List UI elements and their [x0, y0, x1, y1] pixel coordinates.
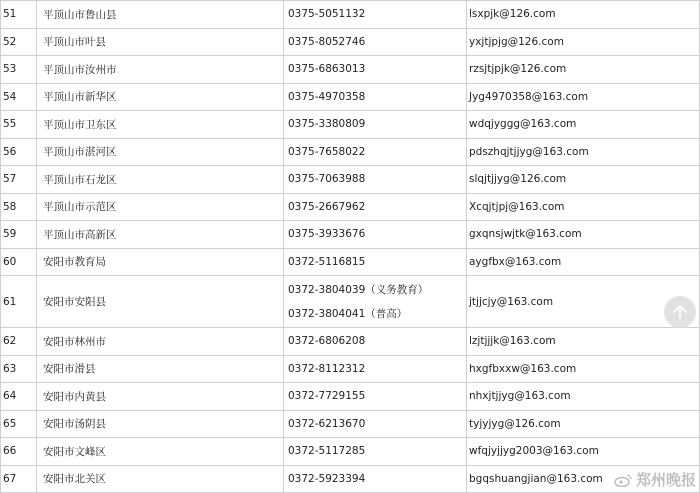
phone-number: 0372-8112312 [288, 362, 366, 375]
phone-number: 0375-6863013 [288, 63, 366, 76]
row-number-cell: 57 [1, 166, 37, 194]
table-row [1, 193, 700, 221]
row-number-cell: 51 [1, 1, 37, 29]
phone-number: 0375-7063988 [288, 173, 366, 186]
phone-cell [284, 1, 467, 29]
row-number-cell: 65 [1, 410, 37, 438]
email-cell: lsxpjk@126.com [467, 1, 700, 29]
unit-name-cell: 平顶山市高新区 [37, 221, 284, 249]
row-number-cell: 58 [1, 193, 37, 221]
email-cell: yxjtjpjg@126.com [467, 28, 700, 56]
phone-number: 0375-8052746 [288, 35, 366, 48]
row-number-cell: 64 [1, 383, 37, 411]
email-cell: lzjtjjjk@163.com [467, 328, 700, 356]
phone-number: 0372-6213670 [288, 417, 366, 430]
phone-cell [284, 276, 467, 328]
row-number-cell: 56 [1, 138, 37, 166]
email-cell: rzsjtjpjk@126.com [467, 56, 700, 84]
unit-name-cell: 平顶山市卫东区 [37, 111, 284, 139]
table-row [1, 111, 700, 139]
unit-name-cell: 平顶山市鲁山县 [37, 1, 284, 29]
phone-number: 0375-4970358 [288, 90, 366, 103]
email-cell: jtjjcjy@163.com [467, 276, 700, 328]
email-cell: nhxjtjjyg@163.com [467, 383, 700, 411]
row-number-cell: 54 [1, 83, 37, 111]
weibo-icon [614, 473, 632, 487]
table-row [1, 248, 700, 276]
watermark [614, 469, 696, 490]
table-body [1, 1, 700, 493]
phone-number: 0372-6806208 [288, 335, 366, 348]
email-cell: Xcqjtjpj@163.com [467, 193, 700, 221]
phone-number: 0375-5051132 [288, 8, 366, 21]
email-cell: bgqshuangjian@163.com [467, 465, 700, 493]
phone-number: 0375-7658022 [288, 145, 366, 158]
phone-cell [284, 138, 467, 166]
email-cell: gxqnsjwjtk@163.com [467, 221, 700, 249]
unit-name-cell: 安阳市安阳县 [37, 276, 284, 328]
row-number-cell: 55 [1, 111, 37, 139]
phone-cell [284, 193, 467, 221]
table-row [1, 410, 700, 438]
email-cell: wfqjyjjyg2003@163.com [467, 438, 700, 466]
row-number-cell: 66 [1, 438, 37, 466]
phone-cell [284, 111, 467, 139]
phone-cell [284, 248, 467, 276]
row-number-cell: 53 [1, 56, 37, 84]
phone-cell [284, 83, 467, 111]
arrow-up-icon [672, 304, 688, 320]
table-row [1, 438, 700, 466]
phone-number: 0372-5117285 [288, 445, 366, 458]
table-row [1, 83, 700, 111]
email-cell: wdqjyggg@163.com [467, 111, 700, 139]
unit-name-cell: 安阳市滑县 [37, 355, 284, 383]
phone-cell [284, 410, 467, 438]
email-cell: aygfbx@163.com [467, 248, 700, 276]
unit-name-cell: 平顶山市湛河区 [37, 138, 284, 166]
phone-cell [284, 438, 467, 466]
email-cell: slqjtjjyg@126.com [467, 166, 700, 194]
table-row [1, 56, 700, 84]
row-number-cell: 62 [1, 328, 37, 356]
scroll-to-top-button[interactable] [664, 296, 696, 328]
email-cell: tyjyjyg@126.com [467, 410, 700, 438]
unit-name-cell: 平顶山市示范区 [37, 193, 284, 221]
table-row [1, 355, 700, 383]
row-number-cell: 63 [1, 355, 37, 383]
unit-name-cell: 安阳市内黄县 [37, 383, 284, 411]
unit-name-cell: 平顶山市叶县 [37, 28, 284, 56]
unit-name-cell: 平顶山市汝州市 [37, 56, 284, 84]
phone-cell [284, 328, 467, 356]
phone-cell [284, 28, 467, 56]
phone-cell [284, 383, 467, 411]
row-number-cell: 60 [1, 248, 37, 276]
table-row [1, 221, 700, 249]
phone-number: 0372-3804041（普高） [288, 307, 408, 320]
table-row [1, 465, 700, 493]
phone-number: 0372-5923394 [288, 472, 366, 485]
phone-number: 0375-3380809 [288, 118, 366, 131]
row-number-cell: 67 [1, 465, 37, 493]
unit-name-cell: 平顶山市石龙区 [37, 166, 284, 194]
watermark-text: 郑州晚报 [635, 471, 696, 489]
table-row [1, 276, 700, 328]
row-number-cell: 52 [1, 28, 37, 56]
unit-name-cell: 安阳市汤阴县 [37, 410, 284, 438]
phone-cell [284, 355, 467, 383]
table-row [1, 383, 700, 411]
phone-number: 0375-2667962 [288, 200, 366, 213]
phone-cell [284, 56, 467, 84]
email-cell: hxgfbxxw@163.com [467, 355, 700, 383]
table-row [1, 28, 700, 56]
unit-name-cell: 平顶山市新华区 [37, 83, 284, 111]
table-row [1, 1, 700, 29]
unit-name-cell: 安阳市教育局 [37, 248, 284, 276]
phone-cell [284, 166, 467, 194]
row-number-cell: 61 [1, 276, 37, 328]
row-number-cell: 59 [1, 221, 37, 249]
unit-name-cell: 安阳市北关区 [37, 465, 284, 493]
table-row [1, 138, 700, 166]
phone-number: 0372-3804039（义务教育） [288, 283, 429, 296]
table-row [1, 166, 700, 194]
phone-number: 0372-5116815 [288, 255, 366, 268]
phone-number: 0375-3933676 [288, 228, 366, 241]
email-cell: Jyg4970358@163.com [467, 83, 700, 111]
phone-cell [284, 465, 467, 493]
phone-cell [284, 221, 467, 249]
email-cell: pdszhqjtjjyg@163.com [467, 138, 700, 166]
table-row [1, 328, 700, 356]
unit-name-cell: 安阳市文峰区 [37, 438, 284, 466]
phone-number: 0372-7729155 [288, 390, 366, 403]
unit-name-cell: 安阳市林州市 [37, 328, 284, 356]
